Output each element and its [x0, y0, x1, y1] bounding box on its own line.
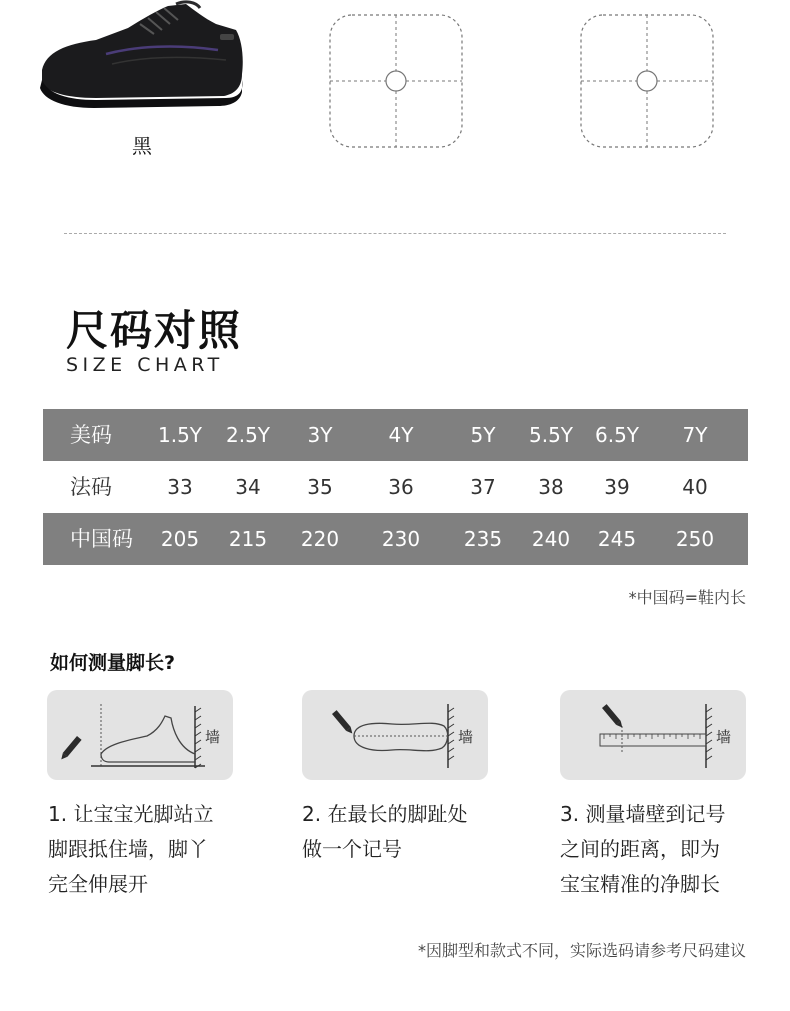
wall-label: 墙 — [716, 728, 732, 746]
table-cell: 2.5Y — [225, 423, 271, 447]
step-line: 2. 在最长的脚趾处 — [302, 802, 468, 826]
table-cell: 205 — [160, 527, 200, 551]
image-placeholder-1 — [329, 14, 463, 148]
size-note: *中国码=鞋内长 — [628, 588, 746, 607]
table-cell: 6.5Y — [594, 423, 640, 447]
step-line: 3. 测量墙壁到记号 — [560, 802, 726, 826]
step-1-illustration — [47, 690, 233, 780]
table-cell: 5.5Y — [528, 423, 574, 447]
step-1-text — [48, 797, 268, 902]
size-chart-subtitle: SIZE CHART — [66, 354, 224, 376]
row-label: 美码 — [70, 423, 112, 447]
step-3-text — [560, 797, 780, 902]
table-cell: 220 — [300, 527, 340, 551]
table-cell: 37 — [470, 475, 496, 499]
step-line: 脚跟抵住墙，脚丫 — [48, 837, 208, 861]
table-cell: 230 — [381, 527, 421, 551]
step-line: 之间的距离，即为 — [560, 837, 720, 861]
table-row-cn — [43, 513, 748, 565]
product-shoe-image[interactable] — [36, 0, 246, 132]
table-cell: 5Y — [470, 423, 496, 447]
row-label: 中国码 — [70, 527, 133, 551]
row-label: 法码 — [70, 475, 112, 499]
wall-label: 墙 — [205, 728, 221, 746]
table-cell: 34 — [235, 475, 261, 499]
table-cell: 38 — [538, 475, 564, 499]
table-cell: 245 — [597, 527, 637, 551]
step-line: 宝宝精准的净脚长 — [560, 872, 720, 896]
table-cell: 215 — [228, 527, 268, 551]
step-line: 完全伸展开 — [48, 872, 148, 896]
step-3-illustration — [560, 690, 746, 780]
table-cell: 33 — [167, 475, 193, 499]
table-cell: 4Y — [388, 423, 414, 447]
step-2-illustration — [302, 690, 488, 780]
size-table — [43, 409, 748, 565]
step-2-text — [302, 797, 522, 867]
table-row-eu — [43, 461, 748, 513]
table-cell: 39 — [604, 475, 630, 499]
section-divider — [64, 233, 726, 234]
table-cell: 250 — [675, 527, 715, 551]
disclaimer-note: *因脚型和款式不同，实际选码请参考尺码建议 — [417, 941, 746, 960]
table-cell: 3Y — [307, 423, 333, 447]
size-chart-title: 尺码对照 — [66, 306, 243, 355]
table-cell: 235 — [463, 527, 503, 551]
table-cell: 240 — [531, 527, 571, 551]
measure-title: 如何测量脚长? — [50, 652, 176, 674]
table-cell: 7Y — [682, 423, 708, 447]
image-placeholder-2 — [580, 14, 714, 148]
table-cell: 1.5Y — [157, 423, 203, 447]
wall-label: 墙 — [458, 728, 474, 746]
table-cell: 35 — [307, 475, 333, 499]
step-line: 做一个记号 — [302, 837, 402, 861]
table-cell: 40 — [682, 475, 708, 499]
step-line: 1. 让宝宝光脚站立 — [48, 802, 214, 826]
color-label: 黑 — [132, 134, 152, 158]
table-row-us — [43, 409, 748, 461]
table-cell: 36 — [388, 475, 414, 499]
